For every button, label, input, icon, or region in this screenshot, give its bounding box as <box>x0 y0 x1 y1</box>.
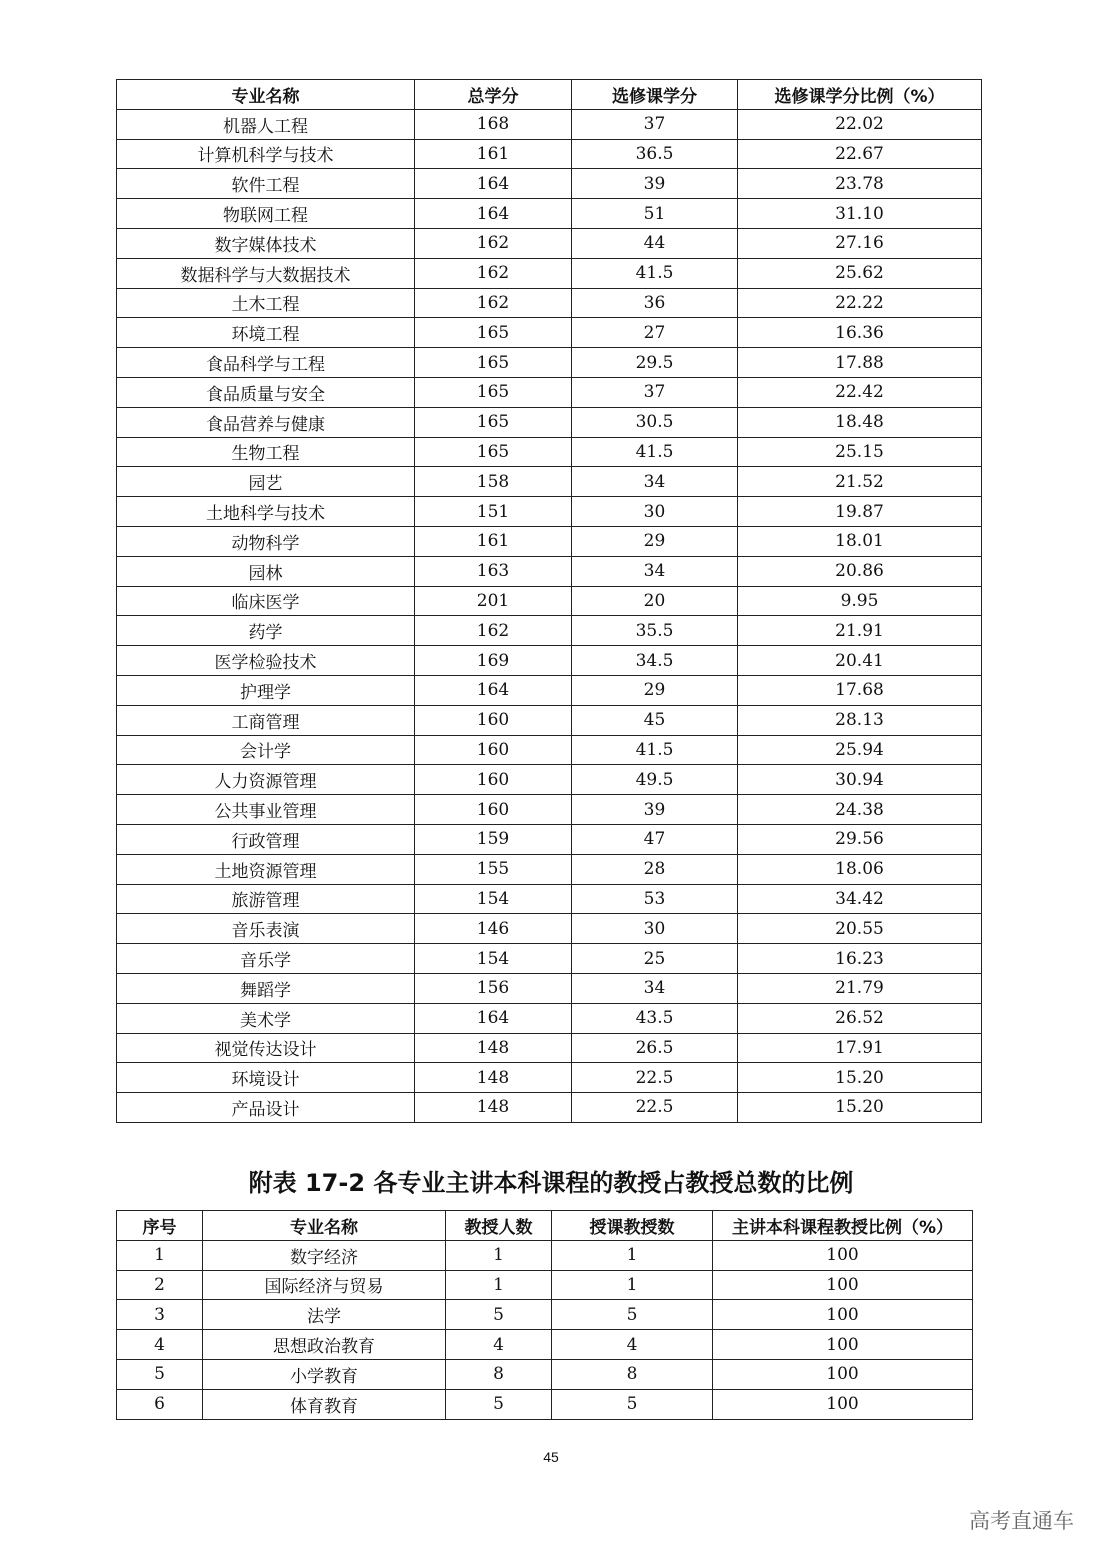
table-row <box>117 795 982 825</box>
table-row <box>117 437 982 467</box>
table-cell: 100 <box>713 1330 973 1360</box>
table-cell: 165 <box>415 377 572 407</box>
table-row <box>117 1093 982 1123</box>
watermark: 高考直通车 <box>969 1509 1074 1533</box>
table-cell: 物联网工程 <box>117 199 415 229</box>
table-cell: 164 <box>415 199 572 229</box>
table-cell: 17.68 <box>738 675 982 705</box>
table-row <box>117 407 982 437</box>
table-cell: 154 <box>415 884 572 914</box>
table-cell: 临床医学 <box>117 586 415 616</box>
table-row <box>117 467 982 497</box>
table-row <box>117 139 982 169</box>
table-cell: 22.5 <box>572 1063 738 1093</box>
table-cell: 25.62 <box>738 258 982 288</box>
table-header-row <box>117 80 982 110</box>
table-row <box>117 258 982 288</box>
table-cell: 154 <box>415 944 572 974</box>
table-row <box>117 824 982 854</box>
column-header: 专业名称 <box>203 1211 446 1241</box>
table-cell: 护理学 <box>117 675 415 705</box>
table-cell: 158 <box>415 467 572 497</box>
table-row <box>117 497 982 527</box>
table-cell: 食品营养与健康 <box>117 407 415 437</box>
table-cell: 26.52 <box>738 1003 982 1033</box>
table-cell: 148 <box>415 1063 572 1093</box>
table-cell: 20.41 <box>738 646 982 676</box>
table-cell: 1 <box>446 1270 552 1300</box>
table-cell: 9.95 <box>738 586 982 616</box>
table-cell: 100 <box>713 1389 973 1419</box>
table-cell: 5 <box>446 1389 552 1419</box>
table-cell: 小学教育 <box>203 1359 446 1389</box>
table-cell: 30.94 <box>738 765 982 795</box>
table-row <box>117 1389 973 1419</box>
table-cell: 162 <box>415 616 572 646</box>
table-cell: 产品设计 <box>117 1093 415 1123</box>
table-row <box>117 318 982 348</box>
table-row <box>117 646 982 676</box>
table-cell: 155 <box>415 854 572 884</box>
table-cell: 29.56 <box>738 824 982 854</box>
table-cell: 165 <box>415 348 572 378</box>
table-row <box>117 884 982 914</box>
column-header: 主讲本科课程教授比例（%） <box>713 1211 973 1241</box>
table-cell: 36.5 <box>572 139 738 169</box>
table-cell: 环境工程 <box>117 318 415 348</box>
column-header: 序号 <box>117 1211 203 1241</box>
table-row <box>117 1033 982 1063</box>
table-cell: 25.15 <box>738 437 982 467</box>
table-cell: 27 <box>572 318 738 348</box>
table-cell: 41.5 <box>572 258 738 288</box>
elective-credit-table <box>116 79 982 1123</box>
table-row <box>117 348 982 378</box>
table-row <box>117 973 982 1003</box>
table-cell: 34.42 <box>738 884 982 914</box>
table-cell: 26.5 <box>572 1033 738 1063</box>
table-cell: 4 <box>117 1330 203 1360</box>
table-cell: 行政管理 <box>117 824 415 854</box>
table-row <box>117 1240 973 1270</box>
table-row <box>117 735 982 765</box>
table-cell: 1 <box>117 1240 203 1270</box>
table-cell: 22.67 <box>738 139 982 169</box>
table-cell: 29 <box>572 675 738 705</box>
table-cell: 5 <box>117 1359 203 1389</box>
table-cell: 25.94 <box>738 735 982 765</box>
table-cell: 53 <box>572 884 738 914</box>
column-header: 专业名称 <box>117 80 415 110</box>
table-cell: 37 <box>572 109 738 139</box>
table-cell: 160 <box>415 735 572 765</box>
table-cell: 28 <box>572 854 738 884</box>
table-row <box>117 765 982 795</box>
table-cell: 生物工程 <box>117 437 415 467</box>
table-cell: 146 <box>415 914 572 944</box>
table-cell: 舞蹈学 <box>117 973 415 1003</box>
table-cell: 人力资源管理 <box>117 765 415 795</box>
table-cell: 30.5 <box>572 407 738 437</box>
table-cell: 151 <box>415 497 572 527</box>
table-cell: 100 <box>713 1270 973 1300</box>
table-cell: 31.10 <box>738 199 982 229</box>
table-cell: 8 <box>446 1359 552 1389</box>
table-cell: 22.5 <box>572 1093 738 1123</box>
table-row <box>117 675 982 705</box>
table-cell: 148 <box>415 1033 572 1063</box>
table-cell: 食品科学与工程 <box>117 348 415 378</box>
table-cell: 18.06 <box>738 854 982 884</box>
table-cell: 数字媒体技术 <box>117 228 415 258</box>
column-header: 授课教授数 <box>552 1211 713 1241</box>
table-cell: 视觉传达设计 <box>117 1033 415 1063</box>
table-cell: 17.91 <box>738 1033 982 1063</box>
table-cell: 100 <box>713 1300 973 1330</box>
column-header: 选修课学分 <box>572 80 738 110</box>
table-cell: 100 <box>713 1240 973 1270</box>
table-row <box>117 556 982 586</box>
table-cell: 17.88 <box>738 348 982 378</box>
table-cell: 计算机科学与技术 <box>117 139 415 169</box>
table-cell: 16.23 <box>738 944 982 974</box>
table-cell: 土地资源管理 <box>117 854 415 884</box>
table-cell: 5 <box>552 1389 713 1419</box>
table-row <box>117 288 982 318</box>
table-cell: 160 <box>415 705 572 735</box>
table-cell: 18.48 <box>738 407 982 437</box>
table-row <box>117 1330 973 1360</box>
table-cell: 35.5 <box>572 616 738 646</box>
column-header: 总学分 <box>415 80 572 110</box>
table-cell: 药学 <box>117 616 415 646</box>
table-cell: 21.91 <box>738 616 982 646</box>
table-cell: 思想政治教育 <box>203 1330 446 1360</box>
table-cell: 法学 <box>203 1300 446 1330</box>
table-cell: 159 <box>415 824 572 854</box>
table-cell: 201 <box>415 586 572 616</box>
table-cell: 22.42 <box>738 377 982 407</box>
table-cell: 165 <box>415 318 572 348</box>
table-cell: 161 <box>415 526 572 556</box>
table-cell: 160 <box>415 795 572 825</box>
table-row <box>117 199 982 229</box>
table-row <box>117 1003 982 1033</box>
table-cell: 164 <box>415 1003 572 1033</box>
table-cell: 土地科学与技术 <box>117 497 415 527</box>
table-cell: 会计学 <box>117 735 415 765</box>
table-cell: 49.5 <box>572 765 738 795</box>
table-row <box>117 526 982 556</box>
table-cell: 36 <box>572 288 738 318</box>
column-header: 教授人数 <box>446 1211 552 1241</box>
table-cell: 47 <box>572 824 738 854</box>
table-cell: 43.5 <box>572 1003 738 1033</box>
table-row <box>117 1300 973 1330</box>
table-cell: 园林 <box>117 556 415 586</box>
table-cell: 软件工程 <box>117 169 415 199</box>
table-cell: 1 <box>446 1240 552 1270</box>
table-cell: 160 <box>415 765 572 795</box>
table-cell: 34.5 <box>572 646 738 676</box>
table-header-row <box>117 1211 973 1241</box>
table-cell: 45 <box>572 705 738 735</box>
table-cell: 土木工程 <box>117 288 415 318</box>
table-row <box>117 854 982 884</box>
table-cell: 34 <box>572 973 738 1003</box>
table-cell: 162 <box>415 288 572 318</box>
table-cell: 公共事业管理 <box>117 795 415 825</box>
table-row <box>117 109 982 139</box>
table-cell: 165 <box>415 437 572 467</box>
table-cell: 165 <box>415 407 572 437</box>
table-cell: 音乐学 <box>117 944 415 974</box>
table-cell: 4 <box>552 1330 713 1360</box>
table-cell: 4 <box>446 1330 552 1360</box>
table-cell: 29.5 <box>572 348 738 378</box>
professor-teaching-table <box>116 1210 973 1420</box>
table-cell: 41.5 <box>572 437 738 467</box>
table-cell: 8 <box>552 1359 713 1389</box>
table-row <box>117 944 982 974</box>
column-header: 选修课学分比例（%） <box>738 80 982 110</box>
table-cell: 医学检验技术 <box>117 646 415 676</box>
table-row <box>117 586 982 616</box>
table-cell: 5 <box>446 1300 552 1330</box>
table-cell: 168 <box>415 109 572 139</box>
table-cell: 44 <box>572 228 738 258</box>
table-cell: 37 <box>572 377 738 407</box>
table-cell: 148 <box>415 1093 572 1123</box>
table-cell: 27.16 <box>738 228 982 258</box>
table-cell: 164 <box>415 675 572 705</box>
table-cell: 39 <box>572 795 738 825</box>
table-cell: 19.87 <box>738 497 982 527</box>
table-row <box>117 616 982 646</box>
table-row <box>117 169 982 199</box>
table-cell: 3 <box>117 1300 203 1330</box>
table-cell: 15.20 <box>738 1063 982 1093</box>
table-cell: 29 <box>572 526 738 556</box>
table-cell: 39 <box>572 169 738 199</box>
table-cell: 21.79 <box>738 973 982 1003</box>
table-cell: 体育教育 <box>203 1389 446 1419</box>
table-cell: 164 <box>415 169 572 199</box>
table-cell: 15.20 <box>738 1093 982 1123</box>
page-number: 45 <box>543 1449 559 1465</box>
table-cell: 24.38 <box>738 795 982 825</box>
table-cell: 16.36 <box>738 318 982 348</box>
table-cell: 6 <box>117 1389 203 1419</box>
table-cell: 20 <box>572 586 738 616</box>
table-cell: 国际经济与贸易 <box>203 1270 446 1300</box>
table-cell: 22.22 <box>738 288 982 318</box>
table-cell: 美术学 <box>117 1003 415 1033</box>
table-cell: 20.55 <box>738 914 982 944</box>
table-cell: 30 <box>572 497 738 527</box>
table-row <box>117 377 982 407</box>
table-cell: 161 <box>415 139 572 169</box>
table-row <box>117 1063 982 1093</box>
table-cell: 2 <box>117 1270 203 1300</box>
table-cell: 34 <box>572 556 738 586</box>
table-cell: 162 <box>415 258 572 288</box>
table-cell: 22.02 <box>738 109 982 139</box>
table-cell: 156 <box>415 973 572 1003</box>
table-cell: 23.78 <box>738 169 982 199</box>
table-cell: 工商管理 <box>117 705 415 735</box>
table-cell: 动物科学 <box>117 526 415 556</box>
table-cell: 5 <box>552 1300 713 1330</box>
table-caption: 附表 17-2 各专业主讲本科课程的教授占教授总数的比例 <box>248 1169 854 1197</box>
table-cell: 环境设计 <box>117 1063 415 1093</box>
table-cell: 机器人工程 <box>117 109 415 139</box>
table-cell: 169 <box>415 646 572 676</box>
table-row <box>117 1270 973 1300</box>
table-cell: 25 <box>572 944 738 974</box>
table-cell: 数字经济 <box>203 1240 446 1270</box>
table-cell: 音乐表演 <box>117 914 415 944</box>
table-row <box>117 228 982 258</box>
table-cell: 34 <box>572 467 738 497</box>
table-cell: 18.01 <box>738 526 982 556</box>
table-cell: 食品质量与安全 <box>117 377 415 407</box>
table-cell: 163 <box>415 556 572 586</box>
table-cell: 51 <box>572 199 738 229</box>
table-cell: 162 <box>415 228 572 258</box>
table-row <box>117 914 982 944</box>
table-row <box>117 705 982 735</box>
table-cell: 数据科学与大数据技术 <box>117 258 415 288</box>
table-cell: 30 <box>572 914 738 944</box>
table-cell: 41.5 <box>572 735 738 765</box>
table-cell: 20.86 <box>738 556 982 586</box>
table-cell: 1 <box>552 1270 713 1300</box>
table-row <box>117 1359 973 1389</box>
table-cell: 园艺 <box>117 467 415 497</box>
table-cell: 21.52 <box>738 467 982 497</box>
table-cell: 旅游管理 <box>117 884 415 914</box>
table-cell: 1 <box>552 1240 713 1270</box>
table-cell: 100 <box>713 1359 973 1389</box>
table-cell: 28.13 <box>738 705 982 735</box>
